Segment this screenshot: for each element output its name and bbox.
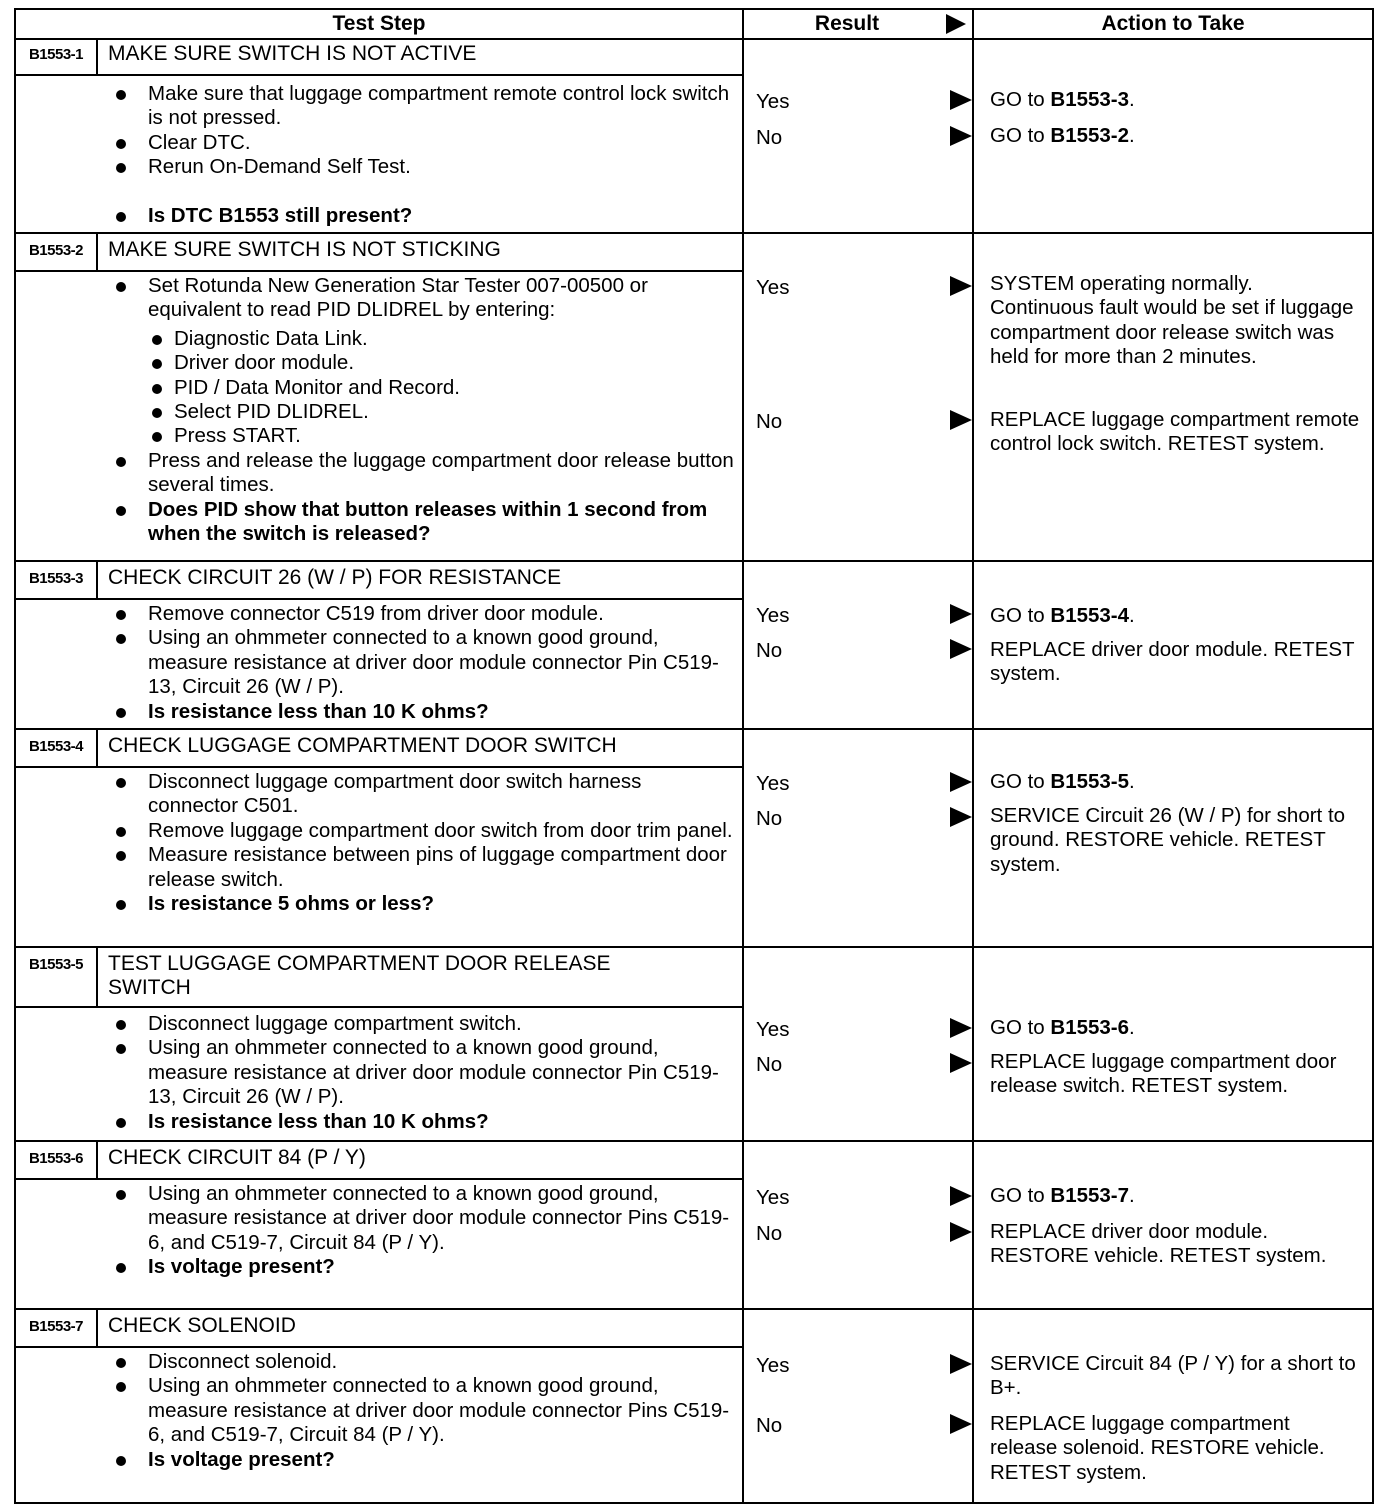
result-label: No xyxy=(756,1053,783,1076)
goto-target: B1553-6 xyxy=(1050,1016,1130,1039)
bullet-text: Is resistance less than 10 K ohms? xyxy=(148,1109,489,1133)
result-label: No xyxy=(756,807,783,830)
step-title: TEST LUGGAGE COMPARTMENT DOOR RELEASE SWITCH xyxy=(108,952,611,999)
step-id: B1553-4 xyxy=(16,730,98,766)
test-step-section xyxy=(14,562,1374,730)
step-instruction xyxy=(108,82,734,131)
action-text: GO to B1553-5. xyxy=(990,770,1135,793)
bullet-text: Is voltage present? xyxy=(148,1447,335,1471)
bullet-text: Is resistance less than 10 K ohms? xyxy=(148,699,489,723)
result-no xyxy=(756,1222,974,1248)
arrow-icon xyxy=(950,1354,972,1374)
step-title: CHECK LUGGAGE COMPARTMENT DOOR SWITCH xyxy=(108,734,617,757)
sub-instruction: PID / Data Monitor and Record. xyxy=(148,376,734,400)
result-yes xyxy=(756,276,974,302)
step-instruction xyxy=(108,602,734,626)
goto-label: GO to xyxy=(990,770,1045,793)
step-title: CHECK SOLENOID xyxy=(108,1314,296,1337)
result-cell xyxy=(742,1142,974,1310)
result-label: Yes xyxy=(756,1354,790,1377)
step-bullet-list xyxy=(108,1350,734,1472)
step-instruction xyxy=(108,1350,734,1374)
step-instruction xyxy=(108,274,734,449)
action-text: REPLACE luggage compartment remote control lock switch. RETEST system. xyxy=(990,408,1360,456)
step-instruction xyxy=(108,770,734,819)
step-title-row xyxy=(16,1142,744,1180)
bullet-text: Disconnect luggage compartment door switch harness connector C501. xyxy=(148,770,642,818)
goto-label: GO to xyxy=(990,604,1045,627)
result-no xyxy=(756,1414,974,1440)
step-title: CHECK CIRCUIT 26 (W / P) FOR RESISTANCE xyxy=(108,566,562,589)
test-step-section xyxy=(14,1142,1374,1310)
step-id: B1553-2 xyxy=(16,234,98,270)
arrow-icon xyxy=(950,276,972,296)
arrow-icon xyxy=(950,604,972,624)
arrow-icon xyxy=(946,14,966,34)
action-text: GO to B1553-4. xyxy=(990,604,1135,627)
step-bullet-list xyxy=(108,82,734,228)
result-label: No xyxy=(756,639,783,662)
result-label: No xyxy=(756,126,783,149)
action-cell xyxy=(972,730,1374,948)
arrow-icon xyxy=(950,410,972,430)
step-instruction xyxy=(108,1182,734,1255)
step-bullet-list xyxy=(108,770,734,916)
step-bullet-list xyxy=(108,274,734,546)
action-cell xyxy=(972,1142,1374,1310)
action-text: GO to B1553-6. xyxy=(990,1016,1135,1039)
result-cell xyxy=(742,38,974,234)
step-title: CHECK CIRCUIT 84 (P / Y) xyxy=(108,1146,366,1169)
result-cell xyxy=(742,1310,974,1504)
step-id: B1553-1 xyxy=(16,38,98,74)
bullet-text: Disconnect solenoid. xyxy=(148,1350,338,1373)
arrow-icon xyxy=(950,1018,972,1038)
step-instruction xyxy=(108,1374,734,1447)
test-step-cell xyxy=(14,562,744,730)
test-step-cell xyxy=(14,1142,744,1310)
test-step-cell xyxy=(14,1310,744,1504)
arrow-icon xyxy=(950,639,972,659)
action-cell xyxy=(972,948,1374,1142)
action-cell xyxy=(972,1310,1374,1504)
bullet-text: Using an ohmmeter connected to a known good ground, measure resistance at driver door module connector Pins C519-6, and C519-7, Circuit 84 (P / Y). xyxy=(148,1374,730,1447)
goto-label: GO to xyxy=(990,88,1045,111)
step-id: B1553-7 xyxy=(16,1310,98,1346)
action-text: REPLACE luggage compartment release solenoid. RESTORE vehicle. RETEST system. xyxy=(990,1412,1325,1484)
result-label: No xyxy=(756,410,783,433)
result-label: Yes xyxy=(756,604,790,627)
bullet-text: Press and release the luggage compartment door release button several times. xyxy=(148,448,734,497)
test-step-cell xyxy=(14,948,744,1142)
result-yes xyxy=(756,90,974,116)
action-text: SYSTEM operating normally. Continuous fault would be set if luggage compartment door release switch was held for more than 2 minutes. xyxy=(990,272,1354,369)
bullet-text: Does PID show that button releases within 1 second from when the switch is released? xyxy=(148,497,708,546)
bullet-text: Using an ohmmeter connected to a known good ground, measure resistance at driver door module connector Pin C519-13, Circuit 26 (W / P). xyxy=(148,1036,719,1109)
result-yes xyxy=(756,604,974,630)
sub-instruction: Select PID DLIDREL. xyxy=(148,400,734,424)
arrow-icon xyxy=(950,126,972,146)
bullet-text: Is voltage present? xyxy=(148,1255,335,1279)
test-step-cell xyxy=(14,234,744,562)
step-instruction xyxy=(108,155,734,179)
action-text: SERVICE Circuit 84 (P / Y) for a short to B+. xyxy=(990,1352,1356,1400)
sub-bullet-list xyxy=(148,327,734,449)
sub-instruction: Diagnostic Data Link. xyxy=(148,327,734,351)
bullet-text: Is DTC B1553 still present? xyxy=(148,203,413,227)
result-yes xyxy=(756,1018,974,1044)
action-text: SERVICE Circuit 26 (W / P) for short to ground. RESTORE vehicle. RETEST system. xyxy=(990,804,1346,876)
bullet-text: Measure resistance between pins of luggage compartment door release switch. xyxy=(148,843,727,891)
step-title: MAKE SURE SWITCH IS NOT STICKING xyxy=(108,238,501,261)
arrow-icon xyxy=(950,1222,972,1242)
step-instruction xyxy=(108,843,734,892)
header-result: Result xyxy=(742,8,974,40)
result-yes xyxy=(756,1354,974,1380)
bullet-text: Make sure that luggage compartment remote control lock switch is not pressed. xyxy=(148,82,730,130)
step-bullet-list xyxy=(108,602,734,724)
arrow-icon xyxy=(950,807,972,827)
step-id: B1553-3 xyxy=(16,562,98,598)
bullet-text: Rerun On-Demand Self Test. xyxy=(148,155,411,179)
result-label: Yes xyxy=(756,1186,790,1209)
bullet-text: Remove luggage compartment door switch from door trim panel. xyxy=(148,818,733,842)
goto-target: B1553-7 xyxy=(1050,1184,1130,1207)
result-no xyxy=(756,639,974,665)
step-title-row xyxy=(16,730,744,768)
action-text: REPLACE driver door module. RETEST system. xyxy=(990,638,1355,686)
result-cell xyxy=(742,234,974,562)
action-text: REPLACE luggage compartment door release switch. RETEST system. xyxy=(990,1050,1337,1098)
step-title: MAKE SURE SWITCH IS NOT ACTIVE xyxy=(108,42,477,65)
bullet-text: Using an ohmmeter connected to a known good ground, measure resistance at driver door module connector Pins C519-6, and C519-7, Circuit 84 (P / Y). xyxy=(148,1182,730,1254)
result-no xyxy=(756,410,974,436)
step-question xyxy=(108,1110,734,1134)
result-no xyxy=(756,807,974,833)
bullet-text: Set Rotunda New Generation Star Tester 007-00500 or equivalent to read PID DLIDREL by entering: xyxy=(148,274,648,322)
step-title-row xyxy=(16,562,744,600)
result-cell xyxy=(742,562,974,730)
bullet-text: Remove connector C519 from driver door module. xyxy=(148,602,604,625)
arrow-icon xyxy=(950,1414,972,1434)
header-action-to-take: Action to Take xyxy=(972,8,1374,40)
step-instruction xyxy=(108,819,734,843)
step-question xyxy=(108,204,734,228)
test-step-section xyxy=(14,1310,1374,1504)
arrow-icon xyxy=(950,90,972,110)
result-no xyxy=(756,126,974,152)
bullet-text: Clear DTC. xyxy=(148,130,251,154)
step-bullet-list xyxy=(108,1012,734,1134)
action-cell xyxy=(972,38,1374,234)
test-step-cell xyxy=(14,730,744,948)
test-step-section xyxy=(14,730,1374,948)
bullet-text: Is resistance 5 ohms or less? xyxy=(148,892,434,916)
arrow-icon xyxy=(950,772,972,792)
result-yes xyxy=(756,772,974,798)
step-title-row xyxy=(16,1310,744,1348)
step-question xyxy=(108,1448,734,1472)
arrow-icon xyxy=(950,1186,972,1206)
result-no xyxy=(756,1053,974,1079)
step-instruction xyxy=(108,1012,734,1036)
action-text: GO to B1553-2. xyxy=(990,124,1135,147)
step-instruction xyxy=(108,449,734,498)
result-yes xyxy=(756,1186,974,1212)
goto-target: B1553-2 xyxy=(1050,124,1130,147)
result-cell xyxy=(742,730,974,948)
step-title-row xyxy=(16,234,744,272)
step-instruction xyxy=(108,626,734,699)
step-id: B1553-5 xyxy=(16,948,98,1006)
bullet-text: Disconnect luggage compartment switch. xyxy=(148,1012,522,1035)
test-step-section xyxy=(14,234,1374,562)
result-label: Yes xyxy=(756,1018,790,1041)
result-label: Yes xyxy=(756,90,790,113)
result-label: No xyxy=(756,1414,783,1437)
step-instruction xyxy=(108,131,734,155)
diagnostic-test-table xyxy=(14,8,1374,1504)
bullet-text: Using an ohmmeter connected to a known good ground, measure resistance at driver door module connector Pin C519-13, Circuit 26 (W / P). xyxy=(148,626,719,699)
test-step-section xyxy=(14,948,1374,1142)
step-instruction xyxy=(108,1036,734,1109)
action-cell xyxy=(972,234,1374,562)
goto-label: GO to xyxy=(990,124,1045,147)
result-cell xyxy=(742,948,974,1142)
goto-target: B1553-4 xyxy=(1050,604,1130,627)
action-text: GO to B1553-7. xyxy=(990,1184,1135,1207)
step-question xyxy=(108,1255,734,1279)
step-title-row xyxy=(16,38,744,76)
sub-instruction: Press START. xyxy=(148,424,734,448)
step-bullet-list xyxy=(108,1182,734,1280)
action-cell xyxy=(972,562,1374,730)
goto-target: B1553-3 xyxy=(1050,88,1130,111)
step-question xyxy=(108,700,734,724)
step-question xyxy=(108,892,734,916)
action-text: REPLACE driver door module. RESTORE vehicle. RETEST system. xyxy=(990,1220,1327,1268)
arrow-icon xyxy=(950,1053,972,1073)
header-test-step: Test Step xyxy=(14,8,744,40)
test-step-section xyxy=(14,38,1374,234)
result-label: No xyxy=(756,1222,783,1245)
step-title-row xyxy=(16,948,744,1008)
goto-label: GO to xyxy=(990,1016,1045,1039)
goto-target: B1553-5 xyxy=(1050,770,1130,793)
action-text: GO to B1553-3. xyxy=(990,88,1135,111)
sub-instruction: Driver door module. xyxy=(148,351,734,375)
goto-label: GO to xyxy=(990,1184,1045,1207)
result-label: Yes xyxy=(756,772,790,795)
test-step-cell xyxy=(14,38,744,234)
step-id: B1553-6 xyxy=(16,1142,98,1178)
step-question xyxy=(108,498,734,547)
result-label: Yes xyxy=(756,276,790,299)
